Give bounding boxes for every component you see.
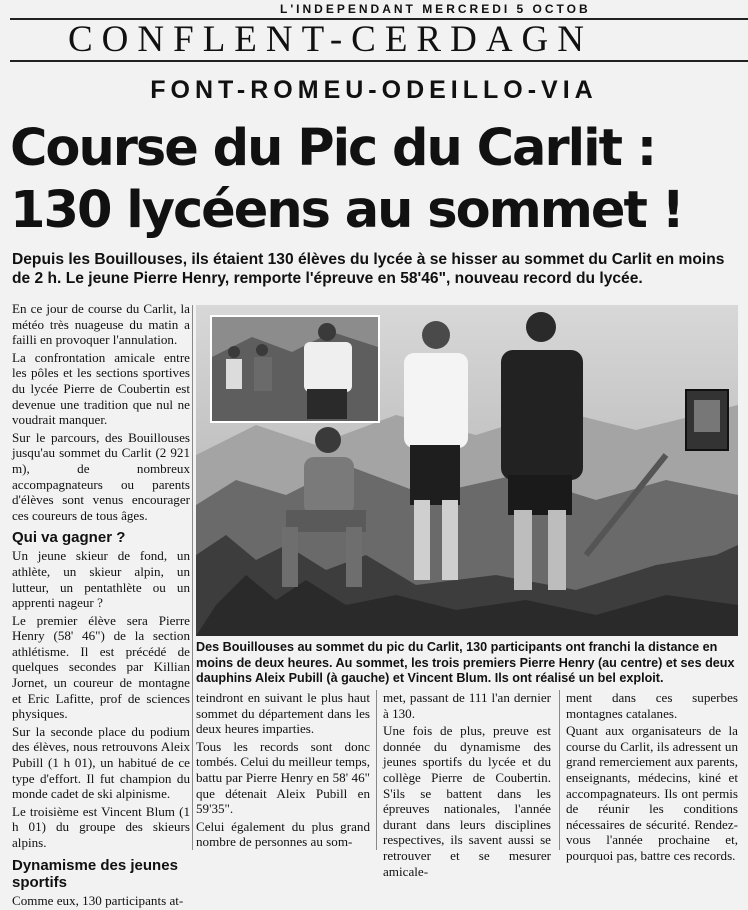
subheading-who-wins: Qui va gagner ? (12, 529, 126, 547)
section-title: CONFLENT-CERDAGN (68, 19, 593, 60)
article-column-1 (12, 301, 190, 910)
subheading-dynamism: Dynamisme des jeunes sportifs (12, 856, 178, 891)
paragraph: Celui également du plus grand nombre de personnes au som- (196, 818, 370, 850)
headline-line-1: Course du Pic du Carlit : (10, 119, 656, 178)
paragraph: Comme eux, 130 participants at- (12, 892, 184, 908)
paragraph: En ce jour de course du Carlit, la météo très nuageuse du matin a failli en provoquer l'annulation. (12, 301, 190, 348)
paragraph: ment dans ces superbes montagnes catalanes. (566, 690, 738, 721)
runners-inset-photo (210, 315, 380, 423)
headline-line-2: 130 lycéens au sommet ! (10, 181, 683, 240)
paragraph: Quant aux organisateurs de la course du Carlit, ils adressent un grand remerciement aux parents, enseignants, médecins, kiné et accompagnateurs. Ils ont permis de réunir les conditions nécessaires de sécurité. Rendez-vous l'année prochaine et, pourquoi pas, battre ces records. (566, 723, 738, 863)
column-divider (559, 690, 560, 850)
paragraph: Sur la seconde place du podium des élèves, nous retrouvons Aleix Pubill (1 h 01), un habitué de ce type d'effort. Il fut champion du monde cadet de ski alpinisme. (12, 723, 190, 802)
article-column-2 (196, 690, 370, 852)
column-divider (192, 305, 193, 850)
paragraph: Tous les records sont donc tombés. Celui du meilleur temps, battu par Pierre Henry en 58' 46" que détenait Aleix Pubill en 59'35". (196, 738, 370, 817)
photo-caption: Des Bouillouses au sommet du pic du Carlit, 130 participants ont franchi la distance en moins de deux heures. Au sommet, les trois premiers Pierre Henry (au centre) et ses deux dauphins Aleix Pubill (à gauche) et Vincent Blum. Ils ont réalisé un bel exploit. (196, 640, 735, 685)
article-column-4 (566, 690, 738, 866)
runners-inset-image (212, 317, 378, 421)
locality-heading: FONT-ROMEU-ODEILLO-VIA (150, 76, 598, 104)
article-headline (10, 118, 748, 242)
column-divider (376, 690, 377, 850)
article-lead: Depuis les Bouillouses, ils étaient 130 élèves du lycée à se hisser au sommet du Carlit en moins de 2 h. Le jeune Pierre Henry, remporte l'épreuve en 58'46", nouveau record du lycée. (12, 251, 725, 287)
section-banner (10, 18, 748, 62)
paragraph: teindront en suivant le plus haut sommet du département dans les deux heures imparties. (196, 690, 370, 737)
paragraph: Le troisième est Vincent Blum (1 h 01) du groupe des skieurs alpins. (12, 803, 190, 850)
paragraph: La confrontation amicale entre les pôles et les sections sportives du lycée Pierre de Coubertin est devenue une tradition que nul ne voudrait manquer. (12, 349, 190, 428)
newspaper-masthead: L'INDEPENDANT MERCREDI 5 OCTOB (280, 2, 591, 16)
article-column-3 (383, 690, 551, 881)
paragraph: met, passant de 111 l'an dernier à 130. (383, 690, 551, 721)
paragraph: Le premier élève sera Pierre Henry (58' 46") de la section athlétisme. Il est précédé de quelques secondes par Killian Jornet, un coureur de montagne et Eric Lafitte, prof de sciences physiques. (12, 612, 190, 722)
paragraph: Sur le parcours, des Bouillouses jusqu'au sommet du Carlit (2 921 m), de nombreux accompagnateurs ou parents d'élèves sont venus encourager ces coureurs de tous âges. (12, 429, 190, 523)
paragraph: Une fois de plus, preuve est donnée du dynamisme des jeunes sportifs du lycée et du collège Pierre de Coubertin. S'ils se battent dans les épreuves nationales, l'année durant dans leurs disciplines respectives, ils savent aussi se retrouver et se mesurer amicale- (383, 723, 551, 879)
paragraph: Un jeune skieur de fond, un athlète, un skieur alpin, un lutteur, un pentathlète ou un apprenti nageur ? (12, 548, 190, 611)
